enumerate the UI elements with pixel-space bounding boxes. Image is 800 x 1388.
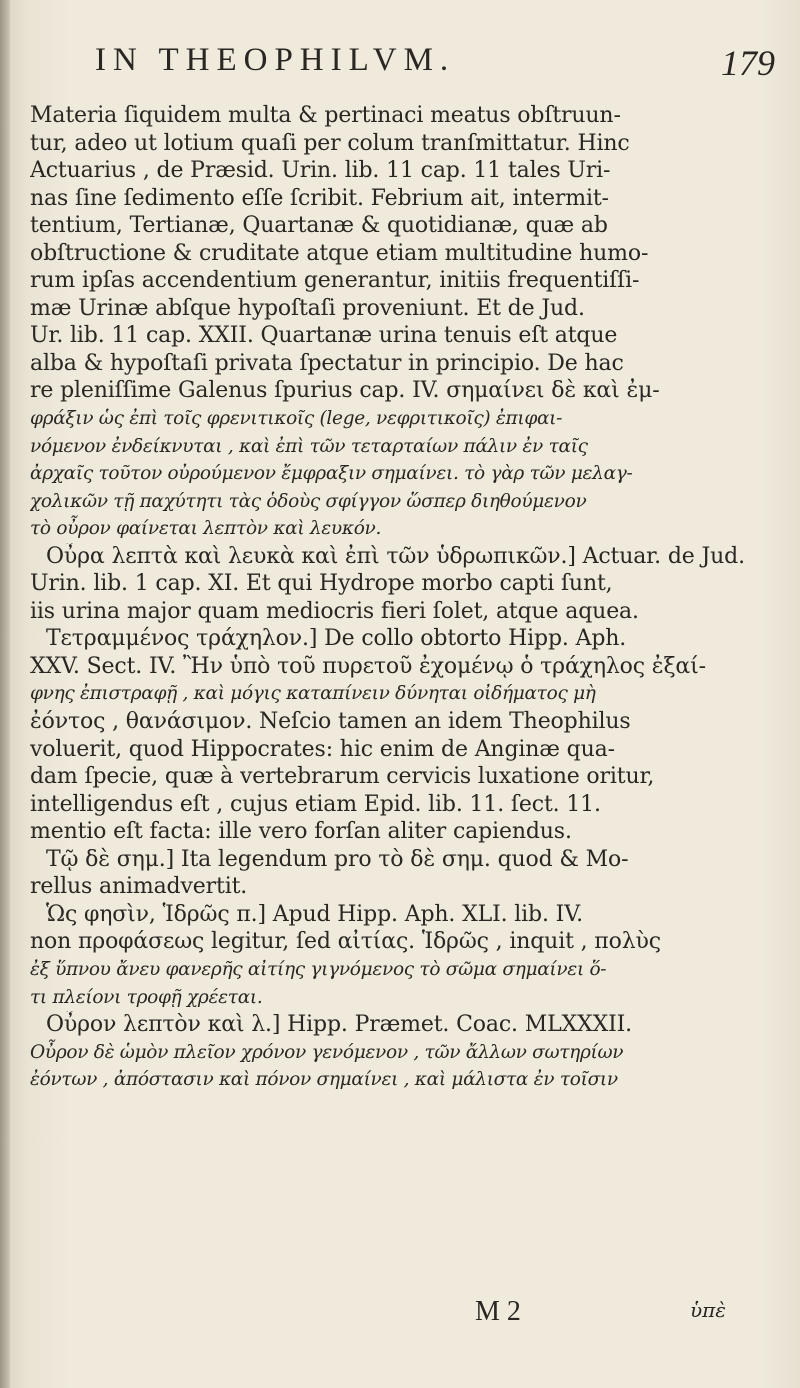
text-line: Τῷ δὲ σημ.] Ita legendum pro τὸ δὲ σημ. quod & Mo- (46, 846, 629, 872)
text-line: Ur. lib. 11 cap. XXII. Quartanæ urina tenuis eſt atque (30, 323, 618, 349)
text-line: iis urina major quam mediocris fieri ſolet, atque aquea. (30, 598, 639, 624)
greek-text-line: ἐξ ὕπνου ἄνευ φανερῆς αἰτίης γιγνόμενος τὸ σῶμα σημαίνει ὅ- (30, 958, 607, 980)
text-line: ἐόντος , θανάσιμον. Neſcio tamen an idem Theophilus (30, 709, 631, 735)
text-line: tentium, Tertianæ, Quartanæ & quotidianæ, quæ ab (30, 213, 608, 239)
greek-text-line: νόμενον ἐνδείκνυται , καὶ ἐπὶ τῶν τεταρταίων πάλιν ἐν ταῖς (30, 435, 588, 457)
text-line: nas ſine ſedimento eſſe ſcribit. Febrium ait, intermit- (30, 185, 609, 211)
text-line: rum ipſas accendentium generantur, initiis frequentiſſi- (30, 268, 640, 294)
body-text (30, 102, 765, 1094)
greek-text-line: τι πλείονι τροφῇ χρέεται. (30, 986, 263, 1008)
running-header (95, 42, 775, 98)
running-title: IN THEOPHILVM. (95, 42, 456, 78)
text-line: mentio eſt facta: ille vero forſan aliter capiendus. (30, 819, 572, 845)
text-line: Ὡς φησὶν, Ἱδρῶς π.] Apud Hipp. Aph. XLI. lib. IV. (46, 901, 583, 927)
greek-text-line: χολικῶν τῇ παχύτητι τὰς ὁδοὺς σφίγγον ὥσπερ διηθούμενον (30, 490, 587, 512)
text-line: voluerit, quod Hippocrates: hic enim de Anginæ qua- (30, 736, 615, 762)
text-line: Οὖρα λεπτὰ καὶ λευκὰ καὶ ἐπὶ τῶν ὑδρωπικῶν.] Actuar. de Jud. (46, 543, 745, 569)
greek-text-line: ἀρχαῖς τοῦτον οὐρούμενον ἔμφραξιν σημαίνει. τὸ γὰρ τῶν μελαγ- (30, 463, 633, 485)
text-line: Actuarius , de Præsid. Urin. lib. 11 cap. 11 tales Uri- (30, 158, 611, 184)
greek-text-line: ἐόντων , ἀπόστασιν καὶ πόνον σημαίνει , καὶ μάλιστα ἐν τοῖσιν (30, 1069, 618, 1091)
text-line: Urin. lib. 1 cap. XI. Et qui Hydrope morbo capti ſunt, (30, 571, 613, 597)
page-gutter (0, 0, 10, 1388)
text-line: dam ſpecie, quæ à vertebrarum cervicis luxatione oritur, (30, 764, 655, 790)
greek-text-line: τὸ οὖρον φαίνεται λεπτὸν καὶ λευκόν. (30, 518, 382, 540)
text-line: alba & hypoſtaſi privata ſpectatur in principio. De hac (30, 350, 624, 376)
signature-mark: M 2 (475, 1296, 521, 1327)
text-line: obſtructione & cruditate atque etiam multitudine humo- (30, 240, 649, 266)
greek-text-line: φνης ἐπιστραφῇ , καὶ μόγις καταπίνειν δύνηται οἰδήματος μὴ (30, 683, 596, 705)
text-line: intelligendus eſt , cujus etiam Epid. lib. 11. ſect. 11. (30, 791, 601, 817)
text-line: Τετραμμένος τράχηλον.] De collo obtorto Hipp. Aph. (46, 626, 627, 652)
text-line: rellus animadvertit. (30, 874, 248, 900)
page-number: 179 (721, 43, 775, 83)
text-line: mæ Urinæ abſque hypoſtaſi proveniunt. Et de Jud. (30, 295, 585, 321)
text-line: re pleniſſime Galenus ſpurius cap. IV. σημαίνει δὲ καὶ ἐμ- (30, 378, 660, 404)
text-line: tur, adeo ut lotium quaſi per colum tranſmittatur. Hinc (30, 130, 630, 156)
text-line: Materia ſiquidem multa & pertinaci meatus obſtruun- (30, 103, 621, 128)
text-line: non προφάσεως legitur, ſed αἰτίας. Ἱδρῶς , inquit , πολὺς (30, 929, 661, 955)
text-line: XXV. Sect. IV. Ἢν ὑπὸ τοῦ πυρετοῦ ἐχομένῳ ὁ τράχηλος ἐξαί- (30, 653, 706, 679)
greek-text-line: φράξιν ὡς ἐπὶ τοῖς φρενιτικοῖς (lege, νεφριτικοῖς) ἐπιφαι- (30, 408, 563, 430)
catchword: ὑπὲ (690, 1298, 727, 1322)
greek-text-line: Οὖρον δὲ ὡμὸν πλεῖον χρόνον γενόμενον , τῶν ἄλλων σωτηρίων (30, 1041, 624, 1063)
text-line: Οὖρον λεπτὸν καὶ λ.] Hipp. Præmet. Coac. MLXXXII. (46, 1012, 633, 1038)
